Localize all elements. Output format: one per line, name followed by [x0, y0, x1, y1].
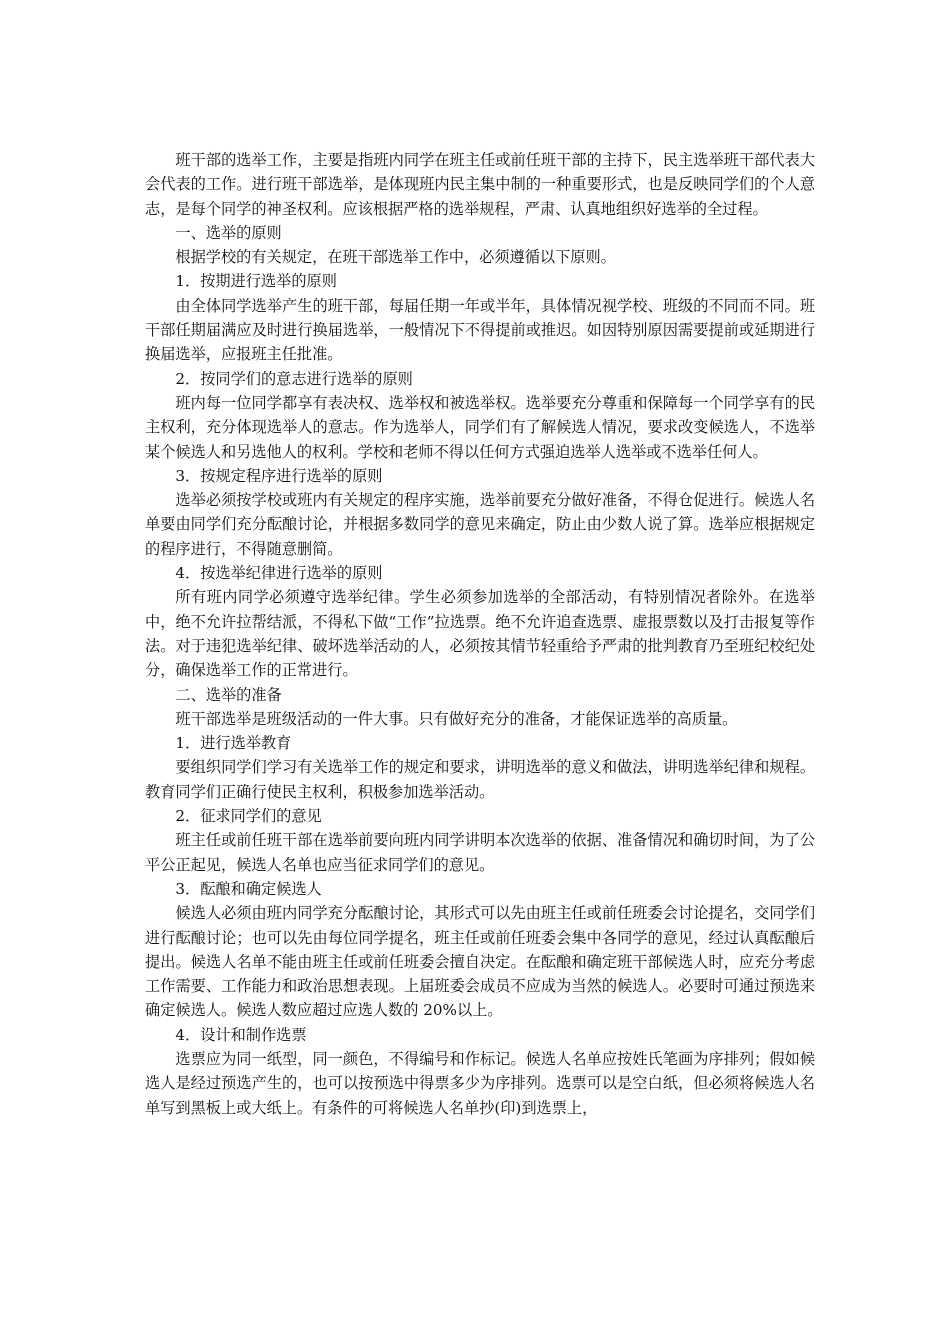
body-paragraph: 候选人必须由班内同学充分酝酿讨论，其形式可以先由班主任或前任班委会讨论提名，交同学们进行酝酿讨论；也可以先由每位同学提名，班主任或前任班委会集中各同学的意见，经过认真酝酿后提出。候选人名单不能由班主任或前任班委会擅自决定。在酝酿和确定班干部候选人时，应充分考虑工作需要、工作能力和政治思想表现。上届班委会成员不应成为当然的候选人。必要时可通过预选来确定候选人。候选人数应超过应选人数的 20%以上。: [145, 904, 815, 1020]
subsection-heading: 2．征求同学们的意见: [175, 807, 322, 826]
subsection-heading: 4．按选举纪律进行选举的原则: [175, 564, 383, 583]
section-heading: 一、选举的原则: [175, 223, 282, 242]
document-body: [145, 148, 815, 1120]
subsection-heading: 3．酝酿和确定候选人: [175, 879, 322, 898]
body-paragraph: 由全体同学选举产生的班干部，每届任期一年或半年，具体情况视学校、班级的不同而不同。班干部任期届满应及时进行换届选举，一般情况下不得提前或推迟。如因特别原因需要提前或延期进行换届选举，应报班主任批准。: [145, 296, 815, 364]
body-paragraph: 选票应为同一纸型，同一颜色，不得编号和作标记。候选人名单应按姓氏笔画为序排列；假如候选人是经过预选产生的，也可以按预选中得票多少为序排列。选票可以是空白纸，但必须将候选人名单写到黑板上或大纸上。有条件的可将候选人名单抄(印)到选票上，: [145, 1049, 815, 1117]
body-paragraph: 班内每一位同学都享有表决权、选举权和被选举权。选举要充分尊重和保障每一个同学享有的民主权利，充分体现选举人的意志。作为选举人，同学们有了解候选人情况，要求改变候选人，不选举某个候选人和另选他人的权利。学校和老师不得以任何方式强迫选举人选举或不选举任何人。: [145, 393, 815, 461]
intro-paragraph: 班干部的选举工作，主要是指班内同学在班主任或前任班干部的主持下，民主选举班干部代表大会代表的工作。进行班干部选举，是体现班内民主集中制的一种重要形式，也是反映同学们的个人意志，是每个同学的神圣权利。应该根据严格的选举规程，严肃、认真地组织好选举的全过程。: [145, 151, 815, 218]
body-paragraph: 所有班内同学必须遵守选举纪律。学生必须参加选举的全部活动，有特别情况者除外。在选举中，绝不允许拉帮结派，不得私下做“工作”拉选票。绝不允许追查选票、虚报票数以及打击报复等作法。对于违犯选举纪律、破坏选举活动的人，必须按其情节轻重给予严肃的批判教育乃至班纪校纪处分，确保选举工作的正常进行。: [145, 588, 815, 680]
body-paragraph: 要组织同学们学习有关选举工作的规定和要求，讲明选举的意义和做法，讲明选举纪律和规程。教育同学们正确行使民主权利，积极参加选举活动。: [145, 758, 815, 801]
subsection-heading: 1．进行选举教育: [175, 734, 292, 753]
body-paragraph: 班主任或前任班干部在选举前要向班内同学讲明本次选举的依据、准备情况和确切时间，为了公平公正起见，候选人名单也应当征求同学们的意见。: [145, 831, 815, 874]
subsection-heading: 1．按期进行选举的原则: [175, 272, 337, 291]
subsection-heading: 4．设计和制作选票: [175, 1025, 307, 1044]
body-paragraph: 班干部选举是班级活动的一件大事。只有做好充分的准备，才能保证选举的高质量。: [175, 709, 738, 728]
body-paragraph: 根据学校的有关规定，在班干部选举工作中，必须遵循以下原则。: [175, 248, 616, 267]
body-paragraph: 选举必须按学校或班内有关规定的程序实施，选举前要充分做好准备，不得仓促进行。候选人名单要由同学们充分酝酿讨论，并根据多数同学的意见来确定，防止由少数人说了算。选举应根据规定的程序进行，不得随意删简。: [145, 491, 815, 558]
subsection-heading: 3．按规定程序进行选举的原则: [175, 466, 383, 485]
section-heading: 二、选举的准备: [175, 685, 282, 704]
subsection-heading: 2．按同学们的意志进行选举的原则: [175, 369, 413, 388]
